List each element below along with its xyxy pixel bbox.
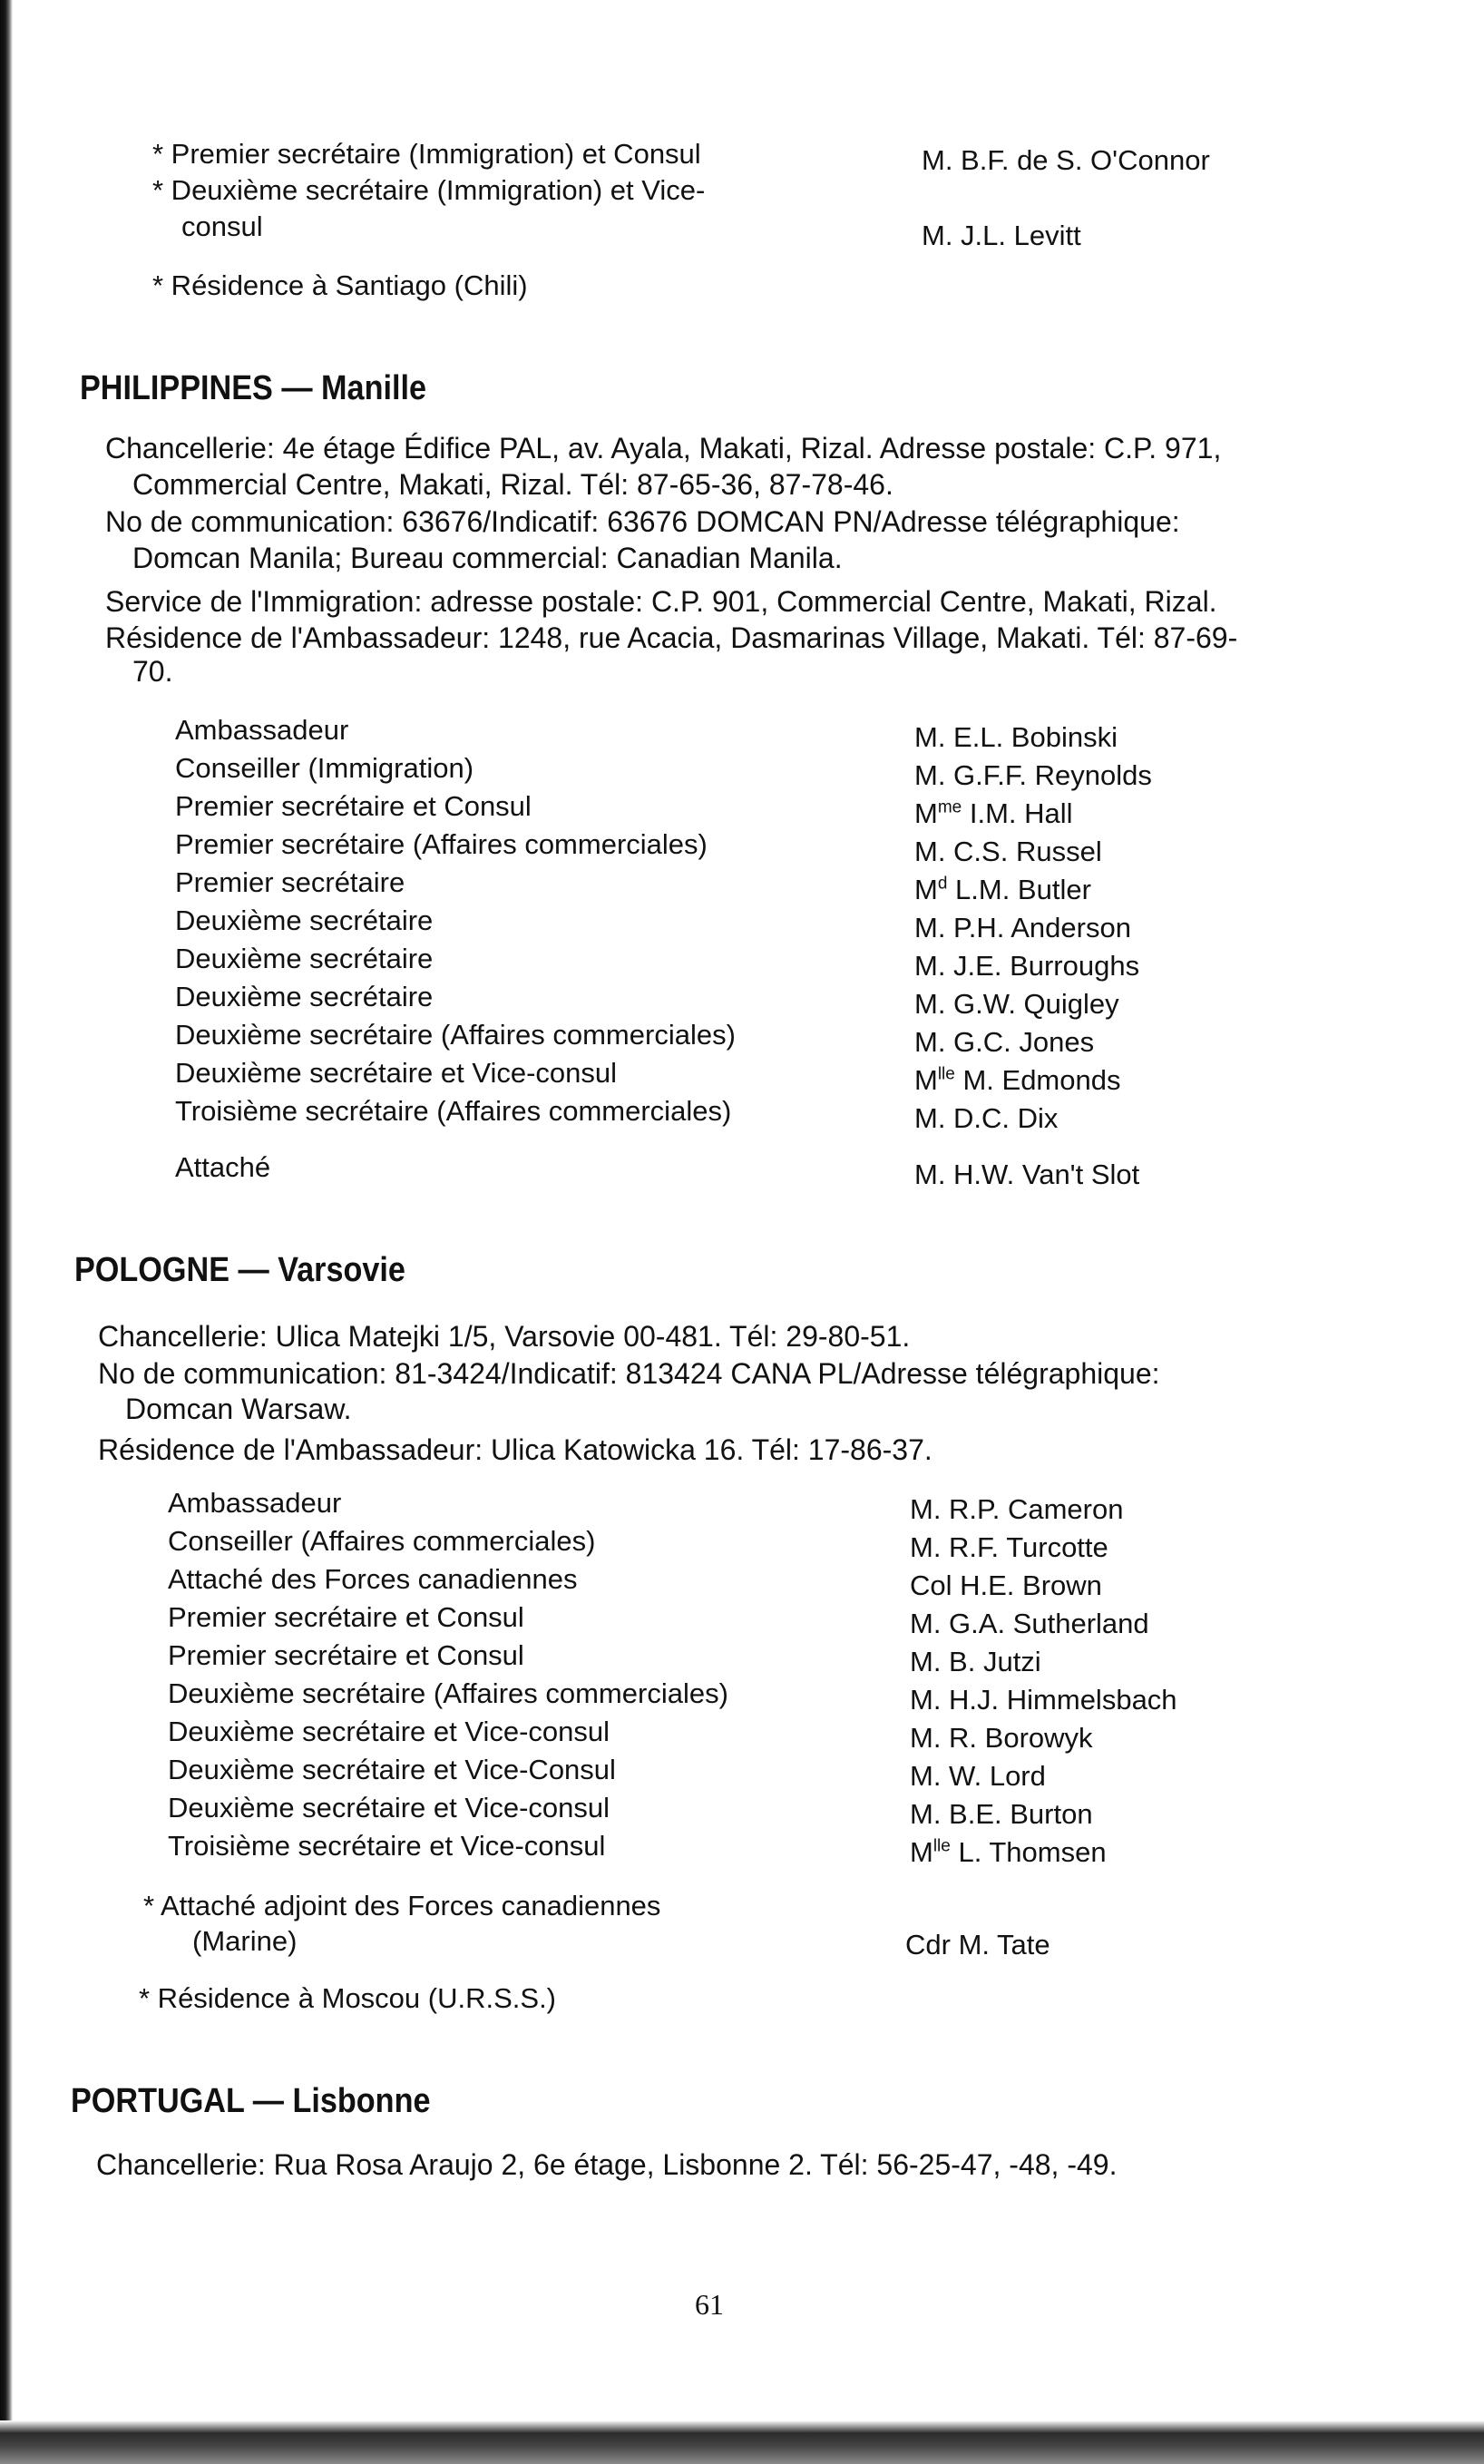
name-superscript: lle: [932, 1836, 951, 1856]
address-line: Domcan Warsaw.: [125, 1393, 352, 1425]
name-text: M. G.F.F. Reynolds: [914, 759, 1152, 791]
name-text: M. R. Borowyk: [910, 1722, 1093, 1754]
heading-city: — Lisbonne: [252, 2082, 431, 2120]
name-text: M. G.C. Jones: [914, 1026, 1095, 1058]
role-text: Deuxième secrétaire: [175, 943, 434, 974]
role-text-continued: consul: [181, 210, 263, 242]
role-text: Deuxième secrétaire et Vice-consul: [168, 1792, 610, 1824]
role-text: Deuxième secrétaire et Vice-consul: [175, 1057, 618, 1089]
address-line: Service de l'Immigration: adresse postale: C.P. 901, Commercial Centre, Makati, Rizal.: [105, 585, 1217, 618]
name-text: M. E.L. Bobinski: [914, 721, 1118, 753]
name-superscript: me: [937, 797, 962, 817]
role-text-continued: (Marine): [192, 1925, 298, 1957]
role-text: Deuxième secrétaire et Vice-consul: [168, 1716, 610, 1747]
name-text: Cdr M. Tate: [905, 1929, 1050, 1960]
heading-country: PORTUGAL: [71, 2082, 245, 2120]
name-text: [914, 796, 1073, 832]
name-text: M. J.E. Burroughs: [914, 950, 1140, 982]
role-text: Deuxième secrétaire: [175, 904, 434, 936]
role-text: Conseiller (Affaires commerciales): [168, 1525, 596, 1557]
address-line: Commercial Centre, Makati, Rizal. Tél: 87-65-36, 87-78-46.: [132, 468, 893, 501]
heading-city: — Manille: [281, 369, 426, 407]
name-rest: I.M. Hall: [969, 797, 1073, 829]
name-text: M. R.P. Cameron: [910, 1493, 1124, 1525]
name-text: [910, 1834, 1107, 1871]
name-prefix: M: [910, 1836, 933, 1868]
name-text: M. B. Jutzi: [910, 1646, 1041, 1677]
role-text: Troisième secrétaire et Vice-consul: [168, 1830, 606, 1862]
address-line: Chancellerie: Rua Rosa Araujo 2, 6e étage, Lisbonne 2. Tél: 56-25-47, -48, -49.: [96, 2148, 1118, 2181]
address-line: No de communication: 63676/Indicatif: 63676 DOMCAN PN/Adresse télégraphique:: [105, 505, 1180, 538]
role-text: * Deuxième secrétaire (Immigration) et Vice-: [152, 174, 706, 206]
page-number: 61: [695, 2288, 724, 2321]
role-text: * Attaché adjoint des Forces canadiennes: [143, 1890, 661, 1921]
name-text: [914, 1062, 1120, 1099]
role-text: Ambassadeur: [168, 1487, 342, 1519]
role-text: Premier secrétaire (Affaires commerciales): [175, 828, 708, 860]
section-heading-philippines: [80, 367, 426, 409]
name-text: M. H.W. Van't Slot: [914, 1159, 1140, 1190]
name-text: M. B.F. de S. O'Connor: [922, 144, 1210, 176]
name-rest: L. Thomsen: [958, 1836, 1107, 1868]
name-rest: L.M. Butler: [955, 874, 1091, 905]
name-text: M. J.L. Levitt: [922, 220, 1081, 251]
name-text: [914, 872, 1091, 908]
role-text: Attaché des Forces canadiennes: [168, 1563, 578, 1595]
scan-bottom-edge: [0, 2420, 1484, 2464]
role-text: Premier secrétaire et Consul: [175, 790, 532, 822]
role-text: Troisième secrétaire (Affaires commerciales): [175, 1095, 732, 1127]
name-rest: M. Edmonds: [962, 1064, 1121, 1096]
name-text: M. G.A. Sutherland: [910, 1608, 1149, 1639]
scan-left-edge: [0, 0, 13, 2464]
heading-city: — Varsovie: [238, 1251, 405, 1289]
section-heading-portugal: [71, 2080, 430, 2122]
address-line: Chancellerie: 4e étage Édifice PAL, av. Ayala, Makati, Rizal. Adresse postale: C.P. 971,: [105, 432, 1222, 464]
name-text: M. G.W. Quigley: [914, 988, 1119, 1020]
role-text: Deuxième secrétaire (Affaires commerciales): [175, 1019, 736, 1051]
heading-country: PHILIPPINES: [80, 369, 273, 407]
address-line: Chancellerie: Ulica Matejki 1/5, Varsovie 00-481. Tél: 29-80-51.: [98, 1320, 911, 1353]
role-text: Attaché: [175, 1151, 271, 1183]
name-text: M. W. Lord: [910, 1760, 1046, 1792]
name-text: M. R.F. Turcotte: [910, 1531, 1108, 1563]
role-text: Premier secrétaire: [175, 866, 405, 898]
address-line: No de communication: 81-3424/Indicatif: 813424 CANA PL/Adresse télégraphique:: [98, 1357, 1160, 1390]
name-prefix: M: [914, 1064, 938, 1096]
address-line: Domcan Manila; Bureau commercial: Canadian Manila.: [132, 542, 843, 574]
address-line: Résidence de l'Ambassadeur: Ulica Katowicka 16. Tél: 17-86-37.: [98, 1433, 932, 1466]
name-text: M. B.E. Burton: [910, 1798, 1093, 1830]
residence-note: * Résidence à Moscou (U.R.S.S.): [139, 1982, 557, 2014]
role-text: Conseiller (Immigration): [175, 752, 474, 784]
name-text: M. H.J. Himmelsbach: [910, 1684, 1177, 1716]
name-prefix: M: [914, 797, 938, 829]
role-text: Premier secrétaire et Consul: [168, 1639, 524, 1671]
address-line: 70.: [132, 655, 173, 688]
name-prefix: M: [914, 874, 938, 905]
role-text: Deuxième secrétaire et Vice-Consul: [168, 1754, 616, 1785]
name-superscript: d: [937, 874, 948, 894]
role-text: Deuxième secrétaire (Affaires commerciales): [168, 1677, 728, 1709]
role-text: Deuxième secrétaire: [175, 981, 434, 1012]
address-line: Résidence de l'Ambassadeur: 1248, rue Acacia, Dasmarinas Village, Makati. Tél: 87-69-: [105, 621, 1238, 654]
name-text: M. P.H. Anderson: [914, 912, 1131, 944]
role-text: Ambassadeur: [175, 714, 349, 746]
role-text: * Premier secrétaire (Immigration) et Consul: [152, 138, 701, 170]
role-text: Premier secrétaire et Consul: [168, 1601, 524, 1633]
name-text: Col H.E. Brown: [910, 1569, 1102, 1601]
name-superscript: lle: [937, 1064, 955, 1084]
section-heading-pologne: [74, 1249, 405, 1291]
name-text: M. C.S. Russel: [914, 836, 1102, 867]
residence-note: * Résidence à Santiago (Chili): [152, 269, 528, 301]
heading-country: POLOGNE: [74, 1251, 230, 1289]
name-text: M. D.C. Dix: [914, 1102, 1059, 1134]
